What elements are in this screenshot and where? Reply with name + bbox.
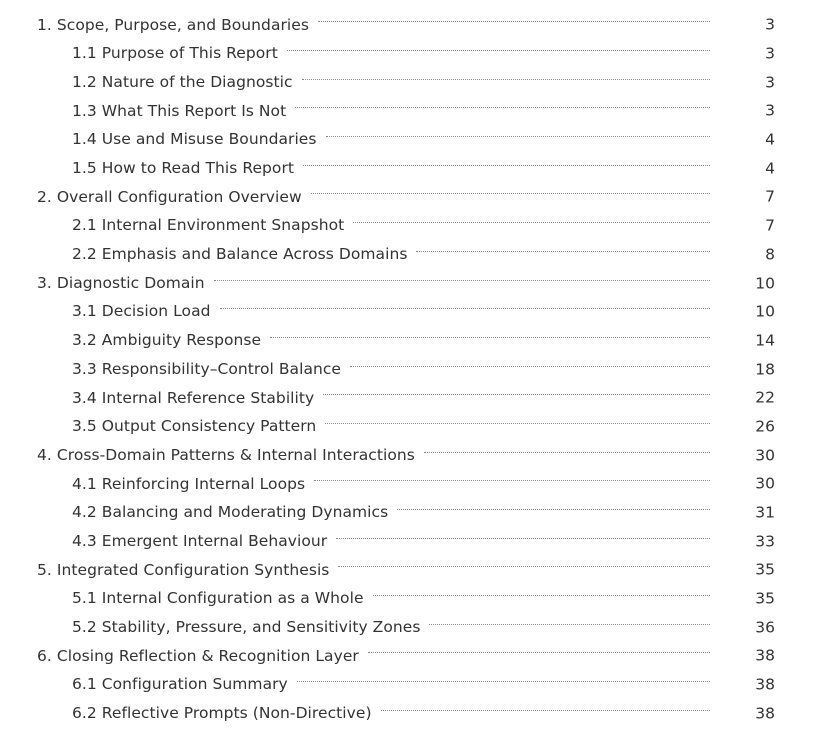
toc-page-number[interactable]: 22: [755, 388, 775, 407]
dot-leader: [220, 307, 710, 309]
toc-entry[interactable]: [0, 642, 816, 671]
dot-leader: [214, 279, 710, 281]
toc-page-number[interactable]: 14: [755, 331, 775, 350]
toc-entry-title[interactable]: 4.2 Balancing and Moderating Dynamics: [72, 503, 389, 522]
toc-page-number[interactable]: 36: [755, 618, 775, 637]
toc-entry[interactable]: [0, 269, 816, 298]
dot-leader: [381, 709, 710, 711]
toc-page-number[interactable]: 33: [755, 531, 775, 550]
toc-entry-title[interactable]: 3.3 Responsibility–Control Balance: [72, 359, 342, 378]
toc-entry-title[interactable]: 2.2 Emphasis and Balance Across Domains: [72, 245, 408, 264]
dot-leader: [311, 192, 710, 194]
toc-entry[interactable]: [0, 11, 816, 40]
toc-entry[interactable]: [0, 212, 816, 241]
toc-entry[interactable]: [0, 384, 816, 413]
dot-leader: [368, 651, 710, 653]
toc-entry-title[interactable]: 5. Integrated Configuration Synthesis: [37, 560, 330, 579]
toc-entry[interactable]: [0, 154, 816, 183]
dot-leader: [295, 106, 710, 108]
dot-leader: [416, 250, 710, 252]
toc-page-number[interactable]: 4: [765, 159, 775, 178]
toc-page-number[interactable]: 38: [755, 704, 775, 723]
toc-entry-title[interactable]: 1.4 Use and Misuse Boundaries: [72, 130, 317, 149]
toc-page-number[interactable]: 7: [765, 187, 775, 206]
toc-page-number[interactable]: 3: [765, 72, 775, 91]
toc-page-number[interactable]: 10: [755, 273, 775, 292]
dot-leader: [325, 422, 710, 424]
toc-entry-title[interactable]: 5.1 Internal Configuration as a Whole: [72, 589, 364, 608]
dot-leader: [336, 537, 710, 539]
dot-leader: [397, 508, 710, 510]
toc-entry-title[interactable]: 1.2 Nature of the Diagnostic: [72, 72, 293, 91]
toc-page-number[interactable]: 30: [755, 445, 775, 464]
toc-page-number[interactable]: 3: [765, 15, 775, 34]
toc-page-number[interactable]: 3: [765, 101, 775, 120]
toc-page-number[interactable]: 8: [765, 245, 775, 264]
dot-leader: [326, 135, 710, 137]
toc-entry-title[interactable]: 1.1 Purpose of This Report: [72, 44, 278, 63]
toc-entry-title[interactable]: 2.1 Internal Environment Snapshot: [72, 216, 345, 235]
toc-page-number[interactable]: 10: [755, 302, 775, 321]
toc-entry-title[interactable]: 1. Scope, Purpose, and Boundaries: [37, 15, 309, 34]
dot-leader: [314, 479, 710, 481]
dot-leader: [318, 20, 710, 22]
toc-entry[interactable]: [0, 441, 816, 470]
toc-entry-title[interactable]: 3.1 Decision Load: [72, 302, 211, 321]
toc-page-number[interactable]: 4: [765, 130, 775, 149]
toc-entry-title[interactable]: 6. Closing Reflection & Recognition Layer: [37, 646, 359, 665]
toc-page-number[interactable]: 35: [755, 560, 775, 579]
toc-entry[interactable]: [0, 183, 816, 212]
toc-page-number[interactable]: 26: [755, 417, 775, 436]
table-of-contents: [0, 11, 816, 728]
toc-entry[interactable]: [0, 327, 816, 356]
toc-entry-title[interactable]: 5.2 Stability, Pressure, and Sensitivity Zones: [72, 618, 421, 637]
toc-page-number[interactable]: 7: [765, 216, 775, 235]
toc-entry[interactable]: [0, 527, 816, 556]
toc-page-number[interactable]: 38: [755, 675, 775, 694]
toc-entry[interactable]: [0, 585, 816, 614]
toc-entry[interactable]: [0, 700, 816, 729]
toc-page-number[interactable]: 30: [755, 474, 775, 493]
toc-page-number[interactable]: 31: [755, 503, 775, 522]
toc-entry-title[interactable]: 3.2 Ambiguity Response: [72, 331, 262, 350]
toc-entry[interactable]: [0, 97, 816, 126]
toc-entry[interactable]: [0, 556, 816, 585]
toc-entry-title[interactable]: 1.3 What This Report Is Not: [72, 101, 287, 120]
toc-entry[interactable]: [0, 126, 816, 155]
toc-page-number[interactable]: 35: [755, 589, 775, 608]
dot-leader: [270, 336, 710, 338]
dot-leader: [350, 365, 710, 367]
dot-leader: [424, 451, 710, 453]
toc-entry[interactable]: [0, 68, 816, 97]
toc-entry[interactable]: [0, 241, 816, 270]
toc-page-number[interactable]: 18: [755, 359, 775, 378]
toc-page-number[interactable]: 3: [765, 44, 775, 63]
toc-entry-title[interactable]: 6.1 Configuration Summary: [72, 675, 288, 694]
toc-entry[interactable]: [0, 40, 816, 69]
toc-entry-title[interactable]: 4.1 Reinforcing Internal Loops: [72, 474, 306, 493]
toc-entry[interactable]: [0, 613, 816, 642]
toc-entry-title[interactable]: 3. Diagnostic Domain: [37, 273, 205, 292]
toc-entry-title[interactable]: 3.5 Output Consistency Pattern: [72, 417, 317, 436]
dot-leader: [373, 594, 710, 596]
dot-leader: [302, 78, 710, 80]
toc-entry[interactable]: [0, 355, 816, 384]
toc-entry-title[interactable]: 2. Overall Configuration Overview: [37, 187, 302, 206]
dot-leader: [353, 221, 710, 223]
toc-entry-title[interactable]: 4.3 Emergent Internal Behaviour: [72, 531, 328, 550]
toc-entry[interactable]: [0, 413, 816, 442]
toc-entry-title[interactable]: 1.5 How to Read This Report: [72, 159, 295, 178]
dot-leader: [323, 393, 710, 395]
toc-entry[interactable]: [0, 499, 816, 528]
toc-entry-title[interactable]: 4. Cross-Domain Patterns & Internal Interactions: [37, 445, 415, 464]
dot-leader: [303, 164, 710, 166]
toc-page-number[interactable]: 38: [755, 646, 775, 665]
toc-entry[interactable]: [0, 298, 816, 327]
toc-entry-title[interactable]: 3.4 Internal Reference Stability: [72, 388, 315, 407]
toc-entry-title[interactable]: 6.2 Reflective Prompts (Non-Directive): [72, 704, 372, 723]
toc-entry[interactable]: [0, 671, 816, 700]
dot-leader: [287, 49, 710, 51]
dot-leader: [429, 623, 710, 625]
dot-leader: [297, 680, 710, 682]
dot-leader: [338, 565, 710, 567]
toc-entry[interactable]: [0, 470, 816, 499]
